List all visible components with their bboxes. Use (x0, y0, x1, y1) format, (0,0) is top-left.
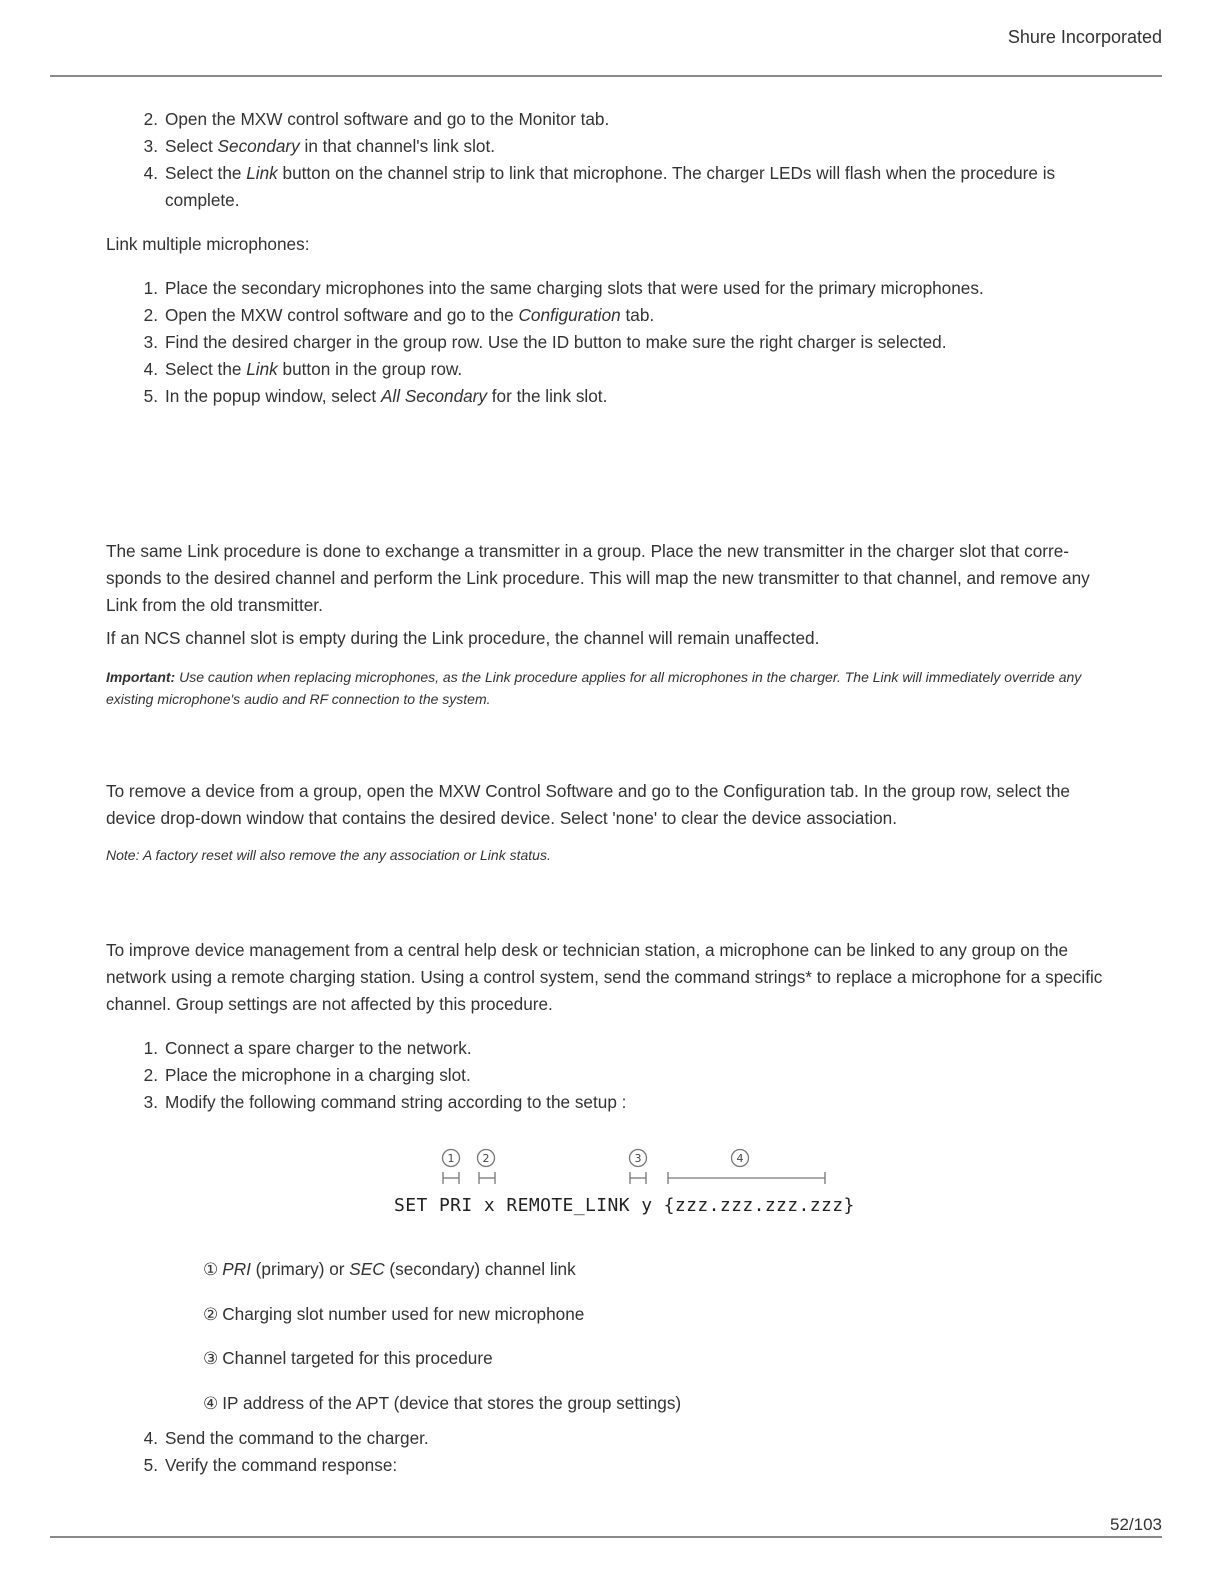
emphasis-text: Secondary (217, 136, 300, 156)
steps-list-c (106, 1035, 1110, 1116)
factory-reset-note: Note: A factory reset will also remove the any association or Link status. (106, 847, 551, 863)
legend-text: Channel targeted for this procedure (222, 1348, 493, 1368)
header-rule (50, 75, 1162, 77)
list-text: Send the command to the charger. (165, 1428, 429, 1448)
important-note (106, 666, 1110, 710)
list-number: 1. (143, 278, 158, 298)
list-text: button in the group row. (277, 359, 463, 379)
list-text: Connect a spare charger to the network. (165, 1038, 472, 1058)
list-item (106, 106, 1110, 133)
list-item (106, 1089, 1110, 1116)
list-item (106, 275, 1110, 302)
list-text: tab. (620, 305, 655, 325)
list-number: 3. (143, 332, 158, 352)
list-text: Verify the command response: (165, 1455, 398, 1475)
list-number: 2. (143, 1065, 158, 1085)
list-item (106, 302, 1110, 329)
emphasis-text: All Secondary (380, 386, 487, 406)
list-number: 4. (143, 1428, 158, 1448)
legend-text: IP address of the APT (device that stores the group settings) (222, 1392, 682, 1413)
list-text: Open the MXW control software and go to the Monitor tab. (165, 109, 610, 129)
list-item (106, 1062, 1110, 1089)
list-text: Select the (165, 163, 247, 183)
list-text: in that channel's link slot. (299, 136, 496, 156)
list-number: 2. (143, 305, 158, 325)
command-string-figure (106, 1126, 1110, 1256)
list-item (106, 356, 1110, 383)
steps-list-d (106, 1425, 1110, 1479)
command-brackets (106, 1126, 1110, 1256)
list-text: button on the channel strip to link that microphone. The charger LEDs will flash when the procedure is complete. (165, 163, 1056, 210)
list-text: Select (165, 136, 218, 156)
emphasis-text: SEC (349, 1259, 385, 1279)
legend-marker: ④ (203, 1393, 219, 1413)
marker-3-label: 3 (634, 1152, 642, 1165)
list-item (106, 329, 1110, 356)
list-item (106, 383, 1110, 410)
legend-text: (secondary) channel link (384, 1259, 576, 1279)
legend-marker: ③ (203, 1349, 219, 1368)
paragraph-exchange: The same Link procedure is done to exchange a transmitter in a group. Place the new transmitter in the charger slot that corre-sponds to the desired channel and perform the Link procedure. This will map the new transmitter to that channel, and remove any Link from the old transmitter. (106, 541, 1090, 615)
marker-1-label: 1 (447, 1152, 455, 1165)
header-company: Shure Incorporated (1007, 27, 1162, 47)
list-number: 2. (143, 109, 158, 129)
legend-text: Charging slot number used for new microphone (222, 1303, 585, 1324)
marker-4-label: 4 (736, 1152, 744, 1165)
marker-2-label: 2 (482, 1152, 490, 1165)
list-number: 4. (143, 163, 158, 183)
list-number: 5. (143, 1455, 158, 1475)
steps-list-b (106, 275, 1110, 410)
emphasis-text: Link (246, 359, 278, 379)
list-text: for the link slot. (487, 386, 608, 406)
list-item (106, 160, 1110, 214)
list-item (106, 133, 1110, 160)
list-text: Find the desired charger in the group row. Use the ID button to make sure the right charger is selected. (165, 332, 947, 352)
list-text: Select the (165, 359, 247, 379)
paragraph-remove-device: To remove a device from a group, open the MXW Control Software and go to the Configuration tab. In the group row, select the device drop-down window that contains the desired device. Select 'none' to clear the device association. (106, 781, 1070, 828)
list-text: Place the secondary microphones into the same charging slots that were used for the primary microphones. (165, 278, 984, 298)
list-number: 3. (143, 1092, 158, 1112)
list-text: In the popup window, select (165, 386, 381, 406)
command-string: SET PRI x REMOTE_LINK y {zzz.zzz.zzz.zzz} (394, 1195, 855, 1216)
page-number: 52/103 (1110, 1515, 1162, 1534)
legend-text: (primary) or (250, 1259, 350, 1279)
command-legend (203, 1256, 1110, 1434)
paragraph-remote-link: To improve device management from a central help desk or technician station, a microphone can be linked to any group on the network using a remote charging station. Using a control system, send the command strings* to replace a microphone for a specific channel. Group settings are not affected by this procedure. (106, 940, 1103, 1014)
important-text: Use caution when replacing microphones, as the Link procedure applies for all microphones in the charger. The Link will immediately override any existing microphone's audio and RF connection to the system. (106, 669, 1082, 707)
list-item (106, 1425, 1110, 1452)
footer-rule (50, 1536, 1162, 1538)
link-multiple-heading: Link multiple microphones: (106, 234, 310, 254)
emphasis-text: Link (246, 163, 278, 183)
list-number: 5. (143, 386, 158, 406)
paragraph-empty-slot: If an NCS channel slot is empty during the Link procedure, the channel will remain unaffected. (106, 628, 820, 648)
emphasis-text: PRI (222, 1259, 251, 1279)
list-item (106, 1035, 1110, 1062)
steps-list-a (106, 106, 1110, 214)
legend-marker: ② (203, 1304, 219, 1324)
list-number: 3. (143, 136, 158, 156)
list-text: Modify the following command string according to the setup : (165, 1092, 627, 1112)
important-label: Important: (106, 669, 176, 685)
emphasis-text: Configuration (518, 305, 621, 325)
legend-item (203, 1301, 1110, 1346)
legend-item (203, 1256, 1110, 1301)
list-number: 4. (143, 359, 158, 379)
legend-marker: ① (203, 1260, 219, 1279)
list-item (106, 1452, 1110, 1479)
page-content (106, 106, 1110, 1479)
list-text: Place the microphone in a charging slot. (165, 1065, 471, 1085)
list-number: 1. (143, 1038, 158, 1058)
legend-item (203, 1345, 1110, 1390)
list-text: Open the MXW control software and go to the (165, 305, 519, 325)
